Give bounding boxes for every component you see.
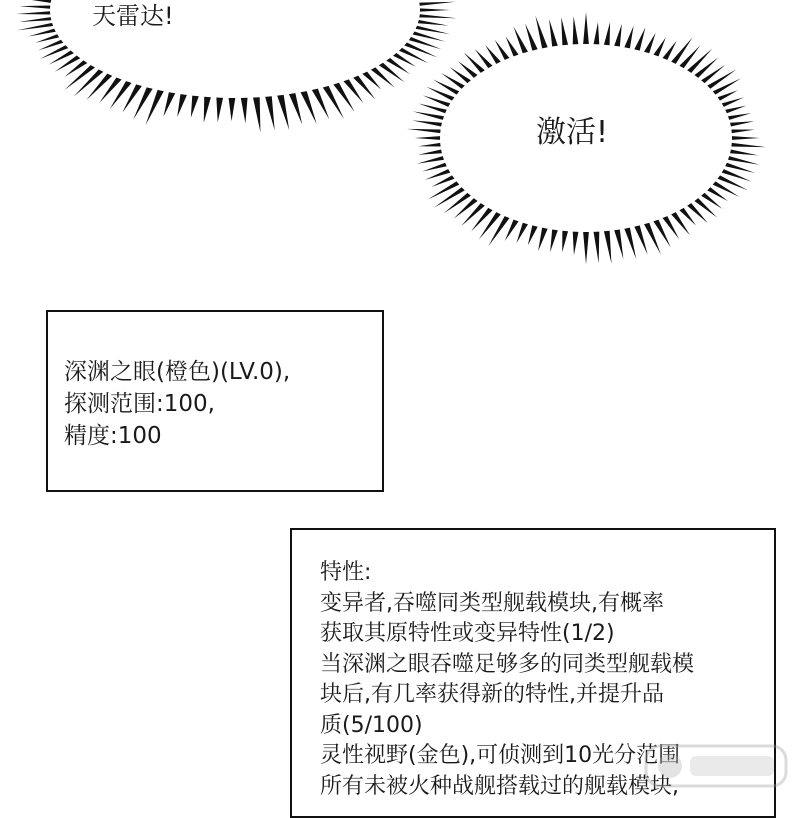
burst-spike: [35, 34, 59, 43]
burst-spike: [253, 97, 260, 132]
burst-spike: [644, 33, 656, 53]
burst-spike: [583, 12, 589, 44]
burst-spike: [301, 91, 317, 124]
burst-spike: [265, 96, 275, 130]
burst-spike: [594, 232, 600, 264]
burst-spike: [454, 198, 478, 218]
trait-line: 变异者,吞噬同类型舰载模块,有概率: [320, 590, 664, 616]
burst-spike: [74, 69, 104, 96]
watermark-logo: [642, 738, 792, 794]
burst-spike: [19, 17, 51, 22]
info-line: 深渊之眼(橙色)(LV.0),: [64, 359, 291, 385]
burst-spike: [604, 22, 610, 45]
info-line: 探测范围:100,: [64, 391, 215, 418]
burst-spike: [461, 203, 485, 226]
trait-line: 块后,有几率获得新的特性,并提升品: [320, 682, 664, 708]
burst-spike: [415, 136, 440, 140]
burst-spike: [216, 98, 223, 123]
burst-spike: [16, 11, 50, 14]
burst-spike: [573, 16, 579, 44]
burst-spike: [28, 29, 56, 37]
burst-spike: [604, 231, 612, 264]
burst-spike: [573, 232, 579, 256]
burst-spike: [241, 98, 248, 123]
burst-spike: [687, 48, 712, 72]
burst-spike: [418, 20, 449, 26]
burst-spike: [420, 8, 450, 11]
burst-spike: [163, 92, 175, 116]
burst-bubble-top: [16, 0, 456, 132]
burst-spike: [277, 95, 289, 130]
burst-spike: [399, 48, 428, 63]
burst-spike: [634, 27, 645, 50]
burst-spike: [731, 129, 754, 133]
burst-spike: [728, 156, 760, 165]
burst-spike: [528, 225, 538, 245]
burst-spike: [730, 121, 754, 126]
burst-spike: [513, 26, 528, 53]
burst-spike: [64, 65, 95, 90]
burst-spike: [485, 45, 501, 64]
burst-spike: [404, 43, 437, 58]
burst-spike: [583, 232, 589, 264]
burst-spike: [624, 228, 636, 259]
burst-spike: [663, 41, 677, 60]
burst-spike: [204, 97, 211, 123]
burst-spike: [425, 169, 450, 180]
burst-spike: [525, 24, 538, 51]
trait-line: 获取其原特性或变异特性(1/2): [320, 621, 615, 647]
burst-spike: [634, 225, 647, 254]
burst-spike: [17, 23, 53, 31]
burst-spike: [419, 2, 455, 6]
burst-spike: [416, 26, 450, 34]
trait-line: 灵性视野(金色),可侦测到10光分范围: [320, 743, 681, 769]
bubble-text-radar: 天雷达!: [92, 2, 174, 30]
burst-spike: [86, 74, 112, 100]
burst-spike: [289, 93, 302, 124]
burst-spike: [434, 187, 465, 207]
trait-line: 所有未被火种战舰搭载过的舰载模块,: [320, 774, 679, 800]
burst-spike: [550, 229, 558, 252]
burst-spike: [730, 150, 758, 156]
info-panel: [46, 310, 384, 492]
burst-spike: [418, 143, 440, 147]
burst-spike: [562, 231, 568, 252]
burst-spike: [229, 98, 236, 121]
burst-spike: [505, 220, 519, 241]
burst-spike: [725, 163, 755, 173]
burst-spike: [407, 129, 440, 133]
burst-spike: [419, 14, 456, 18]
burst-spike: [506, 36, 519, 56]
burst-spike: [624, 26, 633, 49]
burst-spike: [594, 22, 600, 44]
trait-line: 特性:: [320, 560, 372, 585]
burst-spike: [728, 113, 751, 120]
burst-spike: [418, 150, 442, 155]
burst-spike: [312, 89, 329, 120]
info-line: 精度:100: [64, 423, 162, 450]
burst-spike: [417, 156, 444, 164]
burst-spike: [614, 24, 622, 47]
burst-spike: [653, 37, 665, 56]
burst-spike: [516, 223, 528, 243]
burst-spike: [722, 97, 744, 107]
trait-line: 质(5/100): [320, 712, 423, 738]
burst-spike: [732, 136, 760, 140]
trait-line: 当深渊之眼吞噬足够多的同类型舰载模: [320, 651, 695, 677]
burst-spike: [177, 94, 187, 117]
burst-spike: [549, 19, 558, 46]
burst-spike: [20, 0, 51, 3]
burst-spike: [731, 143, 765, 147]
burst-spike: [614, 229, 623, 259]
burst-spike: [428, 181, 459, 199]
burst-spike: [694, 58, 718, 78]
bubble-text-activate: 激活!: [536, 115, 609, 150]
burst-spike: [422, 163, 447, 172]
burst-spike: [379, 63, 405, 83]
burst-spike: [725, 106, 746, 114]
burst-spike: [444, 193, 471, 214]
burst-spike: [561, 17, 568, 45]
burst-spike: [413, 111, 444, 119]
burst-spike: [718, 90, 738, 100]
burst-spike: [412, 120, 442, 126]
burst-spike: [495, 40, 510, 60]
burst-spike: [538, 228, 548, 252]
burst-spike: [707, 69, 736, 88]
burst-spike: [191, 96, 199, 118]
burst-spike: [535, 16, 547, 49]
burst-spike: [418, 103, 446, 113]
burst-spike: [19, 5, 50, 8]
